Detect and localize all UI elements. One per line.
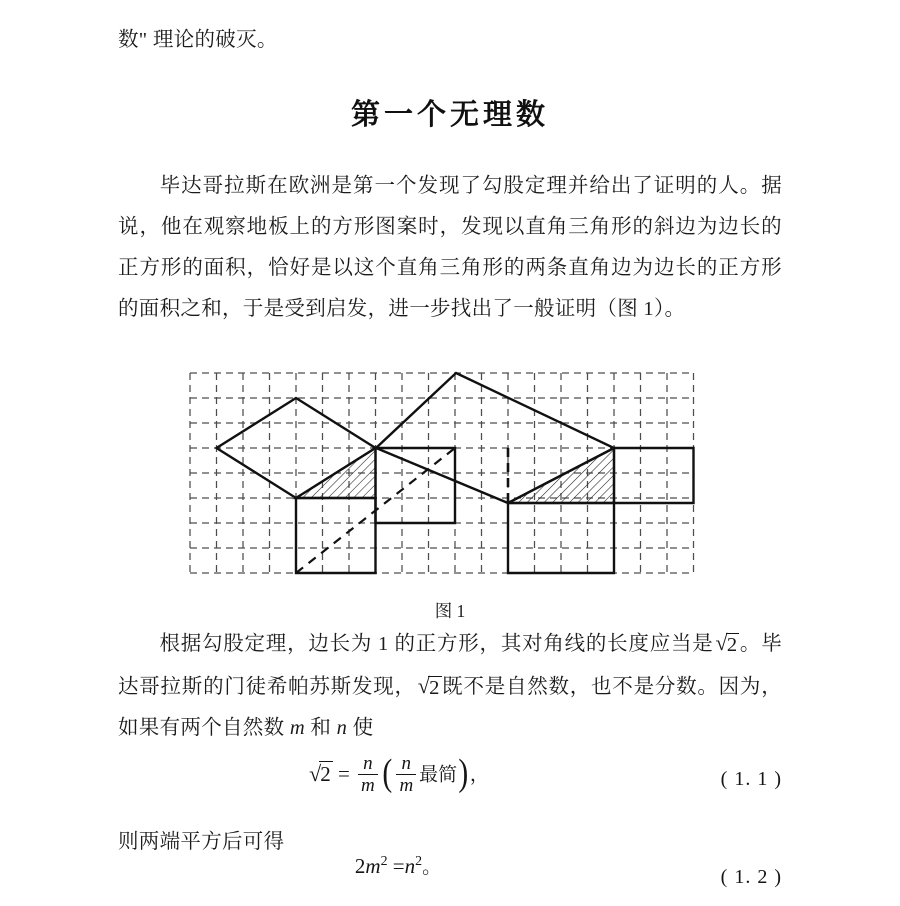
equation-radical-sqrt2 xyxy=(307,761,333,787)
left-lower-square xyxy=(296,498,376,573)
fraction-denominator: m xyxy=(358,774,378,796)
paragraph-two-text-e: 使 xyxy=(347,717,374,739)
fraction-denominator: m xyxy=(396,774,416,796)
equation-1-2-coefficient: 2 xyxy=(354,854,366,878)
equation-row-1-1 xyxy=(118,751,782,808)
paragraph-two-text-c: 既不是自然数，也不是分数。因为，如果有两个自然数 xyxy=(118,676,782,739)
paragraph-two-text-a: 根据勾股定理，边长为 1 的正方形，其对角线的长度应当是 xyxy=(159,633,714,655)
figure-caption: 图 1 xyxy=(434,601,466,621)
inline-radical-sqrt2-first xyxy=(714,622,740,665)
equation-1-2-body xyxy=(118,852,678,879)
variable-n: n xyxy=(336,717,348,739)
equation-1-2-relation: = xyxy=(392,854,405,878)
chapter-title: 第一个无理数 xyxy=(350,97,549,131)
radicand-value: 2 xyxy=(726,633,738,656)
fraction-n-over-m-2 xyxy=(396,753,416,797)
paragraph-two-text-d: 和 xyxy=(304,717,337,739)
equation-row-1-2 xyxy=(118,852,782,906)
radical-sign-icon: √ xyxy=(417,673,431,698)
paragraph-one-text: 毕达哥拉斯在欧洲是第一个发现了勾股定理并给出了证明的人。据说，他在观察地板上的方形图案时，发现以直角三角形的斜边为边长的正方形的面积，恰好是以这个直角三角形的两条直角边为边长的正方形的面积之和，于是受到启发，进一步找出了一般证明（图 1）。 xyxy=(118,175,782,320)
figure-svg xyxy=(186,368,698,580)
post-equation-line: 则两端平方后可得 xyxy=(118,831,285,853)
grid-lines xyxy=(190,373,694,573)
radicand-value: 2 xyxy=(320,762,331,787)
fraction-n-over-m-1 xyxy=(358,753,378,797)
paragraph-one xyxy=(118,166,782,330)
equation-1-1-number: ( 1. 1 ) xyxy=(720,768,782,790)
inline-radical-sqrt2-second xyxy=(416,665,442,708)
radical-sign-icon: √ xyxy=(309,760,322,786)
equation-1-1-body: √2 = $\frac{n}{m}$ ( $\frac{n}{m}$ 最简)， xyxy=(309,751,489,797)
equation-1-2-rhs-var: n xyxy=(404,854,416,878)
pythagoras-proof-figure xyxy=(186,368,698,580)
variable-m: m xyxy=(289,717,305,739)
equation-1-2-rhs-exponent: 2 xyxy=(415,853,423,868)
equation-1-2-lhs-exponent: 2 xyxy=(380,853,388,868)
carryover-text-line: 数" 理论的破灭。 xyxy=(118,29,278,51)
equation-1-2-number: ( 1. 2 ) xyxy=(720,866,782,888)
equation-1-1-relation: = xyxy=(337,761,350,786)
fraction-numerator: n xyxy=(401,753,412,774)
equation-1-1-trailing: ， xyxy=(469,764,489,786)
fraction-numerator: n xyxy=(363,753,373,774)
paragraph-two xyxy=(118,622,782,749)
equation-1-2-trailing: 。 xyxy=(422,857,442,878)
paren-note-text: 最简 xyxy=(419,764,458,786)
left-proof-diagram xyxy=(217,398,456,573)
paragraph-two-text-b: 。毕达哥拉斯的门徒希帕苏斯发现， xyxy=(118,633,782,698)
right-side-rectangle xyxy=(614,448,694,503)
radical-sign-icon: √ xyxy=(715,630,728,655)
radicand-value: 2 xyxy=(429,676,440,699)
equation-1-2-lhs-var: m xyxy=(365,854,381,878)
right-lower-square xyxy=(508,503,614,573)
left-upper-right-square xyxy=(376,448,456,523)
